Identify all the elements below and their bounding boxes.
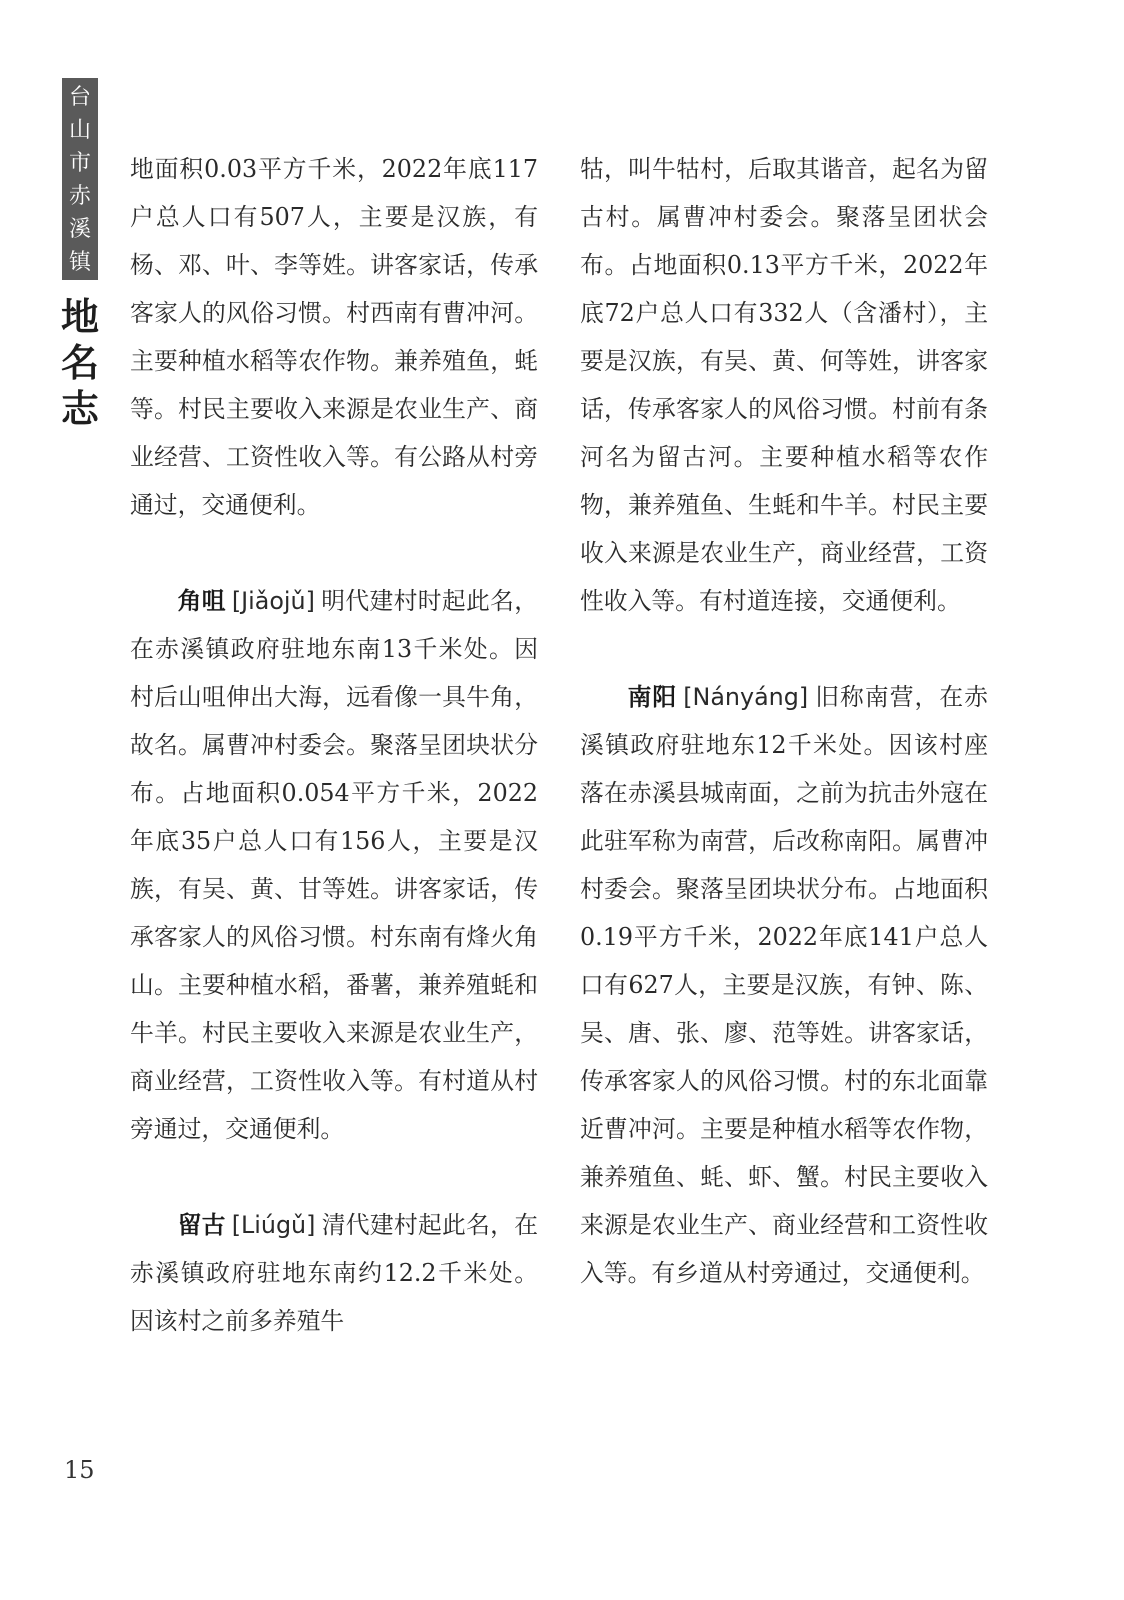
book-title-tab bbox=[62, 78, 98, 280]
book-subtitle: 地名志 bbox=[60, 295, 99, 431]
left-column bbox=[130, 145, 538, 1345]
continuation-text: 地面积0.03平方千米，2022年底117户总人口有507人，主要是汉族，有杨、邓、叶、李等姓。讲客家话，传承客家人的风俗习惯。村西南有曹冲河。主要种植水稻等农作物。兼养殖鱼，蚝等。村民主要收入来源是农业生产、商业经营、工资性收入等。有公路从村旁通过，交通便利。 bbox=[130, 155, 538, 519]
place-entry-nanyang bbox=[580, 673, 988, 1297]
entry-body: 清代建村起此名，在赤溪镇政府驻地东南约12.2千米处。因该村之前多养殖牛 bbox=[130, 1211, 538, 1335]
entry-headword: 南阳 bbox=[627, 683, 678, 711]
entry-pinyin: [Liúgǔ] bbox=[231, 1211, 316, 1239]
entry-headword: 角咀 bbox=[177, 587, 226, 615]
book-title: 台山市赤溪镇 bbox=[68, 85, 91, 275]
entry-headword: 留古 bbox=[177, 1211, 226, 1239]
entry-body: 旧称南营，在赤溪镇政府驻地东12千米处。因该村座落在赤溪县城南面，之前为抗击外寇在此驻军称为南营，后改称南阳。属曹冲村委会。聚落呈团块状分布。占地面积0.19平方千米，2022年底141户总人口有627人，主要是汉族，有钟、陈、吴、唐、张、廖、范等姓。讲客家话，传承客家人的风俗习惯。村的东北面靠近曹冲河。主要是种植水稻等农作物，兼养殖鱼、蚝、虾、蟹。村民主要收入来源是农业生产、商业经营和工资性收入等。有乡道从村旁通过，交通便利。 bbox=[580, 683, 989, 1287]
entry-body: 明代建村时起此名，在赤溪镇政府驻地东南13千米处。因村后山咀伸出大海，远看像一具牛角，故名。属曹冲村委会。聚落呈团块状分布。占地面积0.054平方千米，2022年底35户总人口有156人，主要是汉族，有吴、黄、甘等姓。讲客家话，传承客家人的风俗习惯。村东南有烽火角山。主要种植水稻，番薯，兼养殖蚝和牛羊。村民主要收入来源是农业生产，商业经营，工资性收入等。有村道从村旁通过，交通便利。 bbox=[130, 587, 539, 1143]
entry-pinyin: [Nányáng] bbox=[683, 683, 809, 711]
place-entry-liugu bbox=[130, 1201, 538, 1345]
right-column bbox=[580, 145, 988, 1297]
page-number: 15 bbox=[64, 1456, 95, 1484]
place-entry-jiaoju bbox=[130, 577, 538, 1153]
continuation-text: 牯，叫牛牯村，后取其谐音，起名为留古村。属曹冲村委会。聚落呈团状会布。占地面积0.13平方千米，2022年底72户总人口有332人（含潘村），主要是汉族，有吴、黄、何等姓，讲客家话，传承客家人的风俗习惯。村前有条河名为留古河。主要种植水稻等农作物，兼养殖鱼、生蚝和牛羊。村民主要收入来源是农业生产，商业经营，工资性收入等。有村道连接，交通便利。 bbox=[580, 155, 988, 615]
entry-pinyin: [Jiǎojǔ] bbox=[231, 587, 315, 615]
